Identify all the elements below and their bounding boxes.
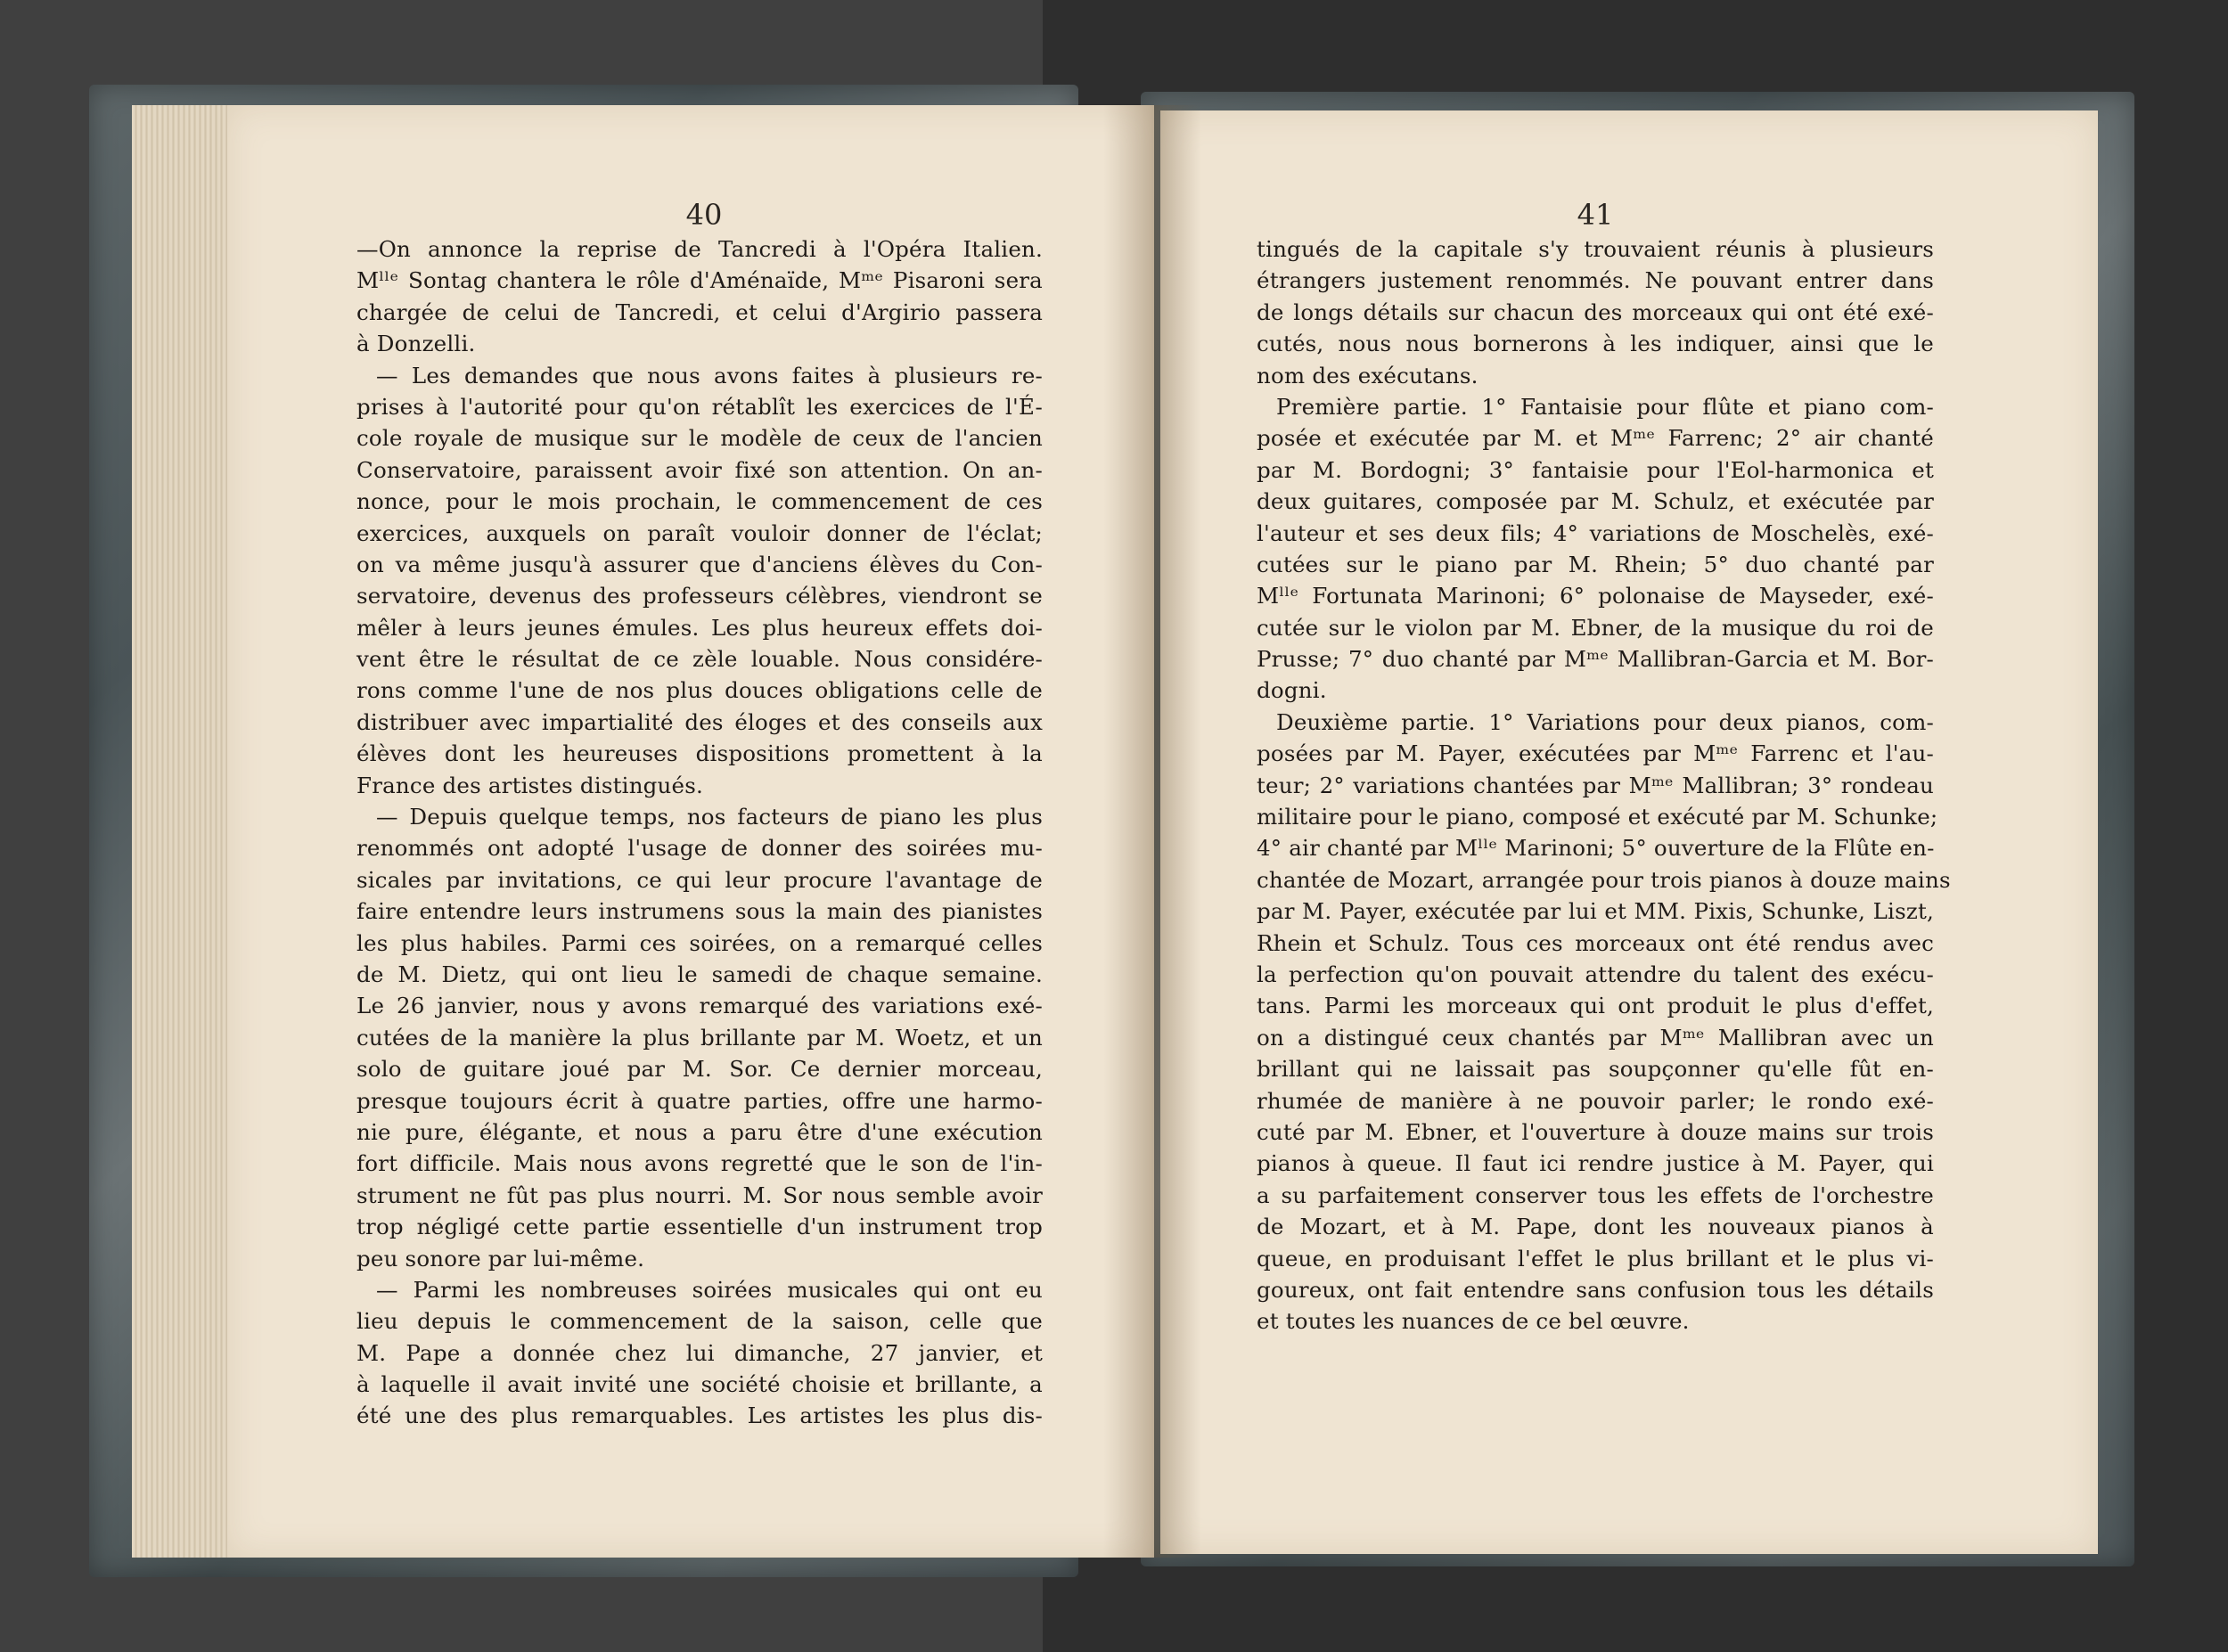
text-line: — Parmi les nombreuses soirées musicales qui ont eu xyxy=(376,1276,1043,1303)
text-line: militaire pour le piano, composé et exécuté par M. Schunke; xyxy=(1257,804,1938,830)
text-line: France des artistes distingués. xyxy=(356,772,704,798)
text-line: et toutes les nuances de ce bel œuvre. xyxy=(1257,1308,1690,1335)
text-line: tans. Parmi les morceaux qui ont produit le plus d'effet, xyxy=(1257,993,1934,1019)
right-page-number: 41 xyxy=(1577,198,1614,232)
text-line: par M. Payer, exécutée par lui et MM. Pixis, Schunke, Liszt, xyxy=(1257,898,1934,925)
text-line: servatoire, devenus des professeurs célèbres, viendront se xyxy=(356,583,1043,609)
text-line: Mˡˡᵉ Sontag chantera le rôle d'Aménaïde, Mᵐᵉ Pisaroni sera xyxy=(356,267,1043,294)
text-line: étrangers justement renommés. Ne pouvant entrer dans xyxy=(1257,267,1934,294)
text-line: cutée sur le violon par M. Ebner, de la musique du roi de xyxy=(1257,614,1934,641)
text-line: sicales par invitations, ce qui leur procure l'avantage de xyxy=(356,866,1043,893)
text-line: solo de guitare joué par M. Sor. Ce dernier morceau, xyxy=(356,1056,1043,1083)
text-line: de M. Dietz, qui ont lieu le samedi de chaque semaine. xyxy=(356,961,1043,987)
gutter-shadow xyxy=(1103,105,1201,1558)
page-edges xyxy=(132,105,239,1558)
text-line: chantée de Mozart, arrangée pour trois pianos à douze mains xyxy=(1257,866,1951,893)
text-line: nie pure, élégante, et nous a paru être d'une exécution xyxy=(356,1118,1043,1145)
text-line: Le 26 janvier, nous y avons remarqué des variations exé- xyxy=(356,993,1043,1019)
right-page-text xyxy=(1257,233,1951,1337)
text-line: chargée de celui de Tancredi, et celui d'Argirio passera xyxy=(356,299,1043,325)
text-line: Rhein et Schulz. Tous ces morceaux ont été rendus avec xyxy=(1257,929,1934,956)
text-line: cutées sur le piano par M. Rhein; 5° duo chanté par xyxy=(1257,551,1934,577)
text-line: on va même jusqu'à assurer que d'anciens élèves du Con- xyxy=(356,551,1043,577)
text-line: pianos à queue. Il faut ici rendre justice à M. Payer, qui xyxy=(1257,1150,1934,1177)
text-line: goureux, ont fait entendre sans confusion tous les détails xyxy=(1257,1276,1934,1303)
text-line: Mˡˡᵉ Fortunata Marinoni; 6° polonaise de Mayseder, exé- xyxy=(1257,583,1934,609)
text-line: Première partie. 1° Fantaisie pour flûte et piano com- xyxy=(1276,393,1934,420)
text-line: cutées de la manière la plus brillante par M. Woetz, et un xyxy=(356,1024,1043,1051)
text-line: posée et exécutée par M. et Mᵐᵉ Farrenc; 2° air chanté xyxy=(1257,425,1934,452)
text-line: on a distingué ceux chantés par Mᵐᵉ Mallibran avec un xyxy=(1257,1024,1934,1051)
text-line: —On annonce la reprise de Tancredi à l'Opéra Italien. xyxy=(356,236,1043,262)
text-line: de longs détails sur chacun des morceaux qui ont été exé- xyxy=(1257,299,1934,325)
text-line: par M. Bordogni; 3° fantaisie pour l'Eol-harmonica et xyxy=(1257,456,1934,483)
text-line: teur; 2° variations chantées par Mᵐᵉ Mallibran; 3° rondeau xyxy=(1257,772,1934,798)
text-line: trop négligé cette partie essentielle d'un instrument trop xyxy=(356,1214,1043,1240)
left-page-text xyxy=(356,233,1043,1432)
text-line: fort difficile. Mais nous avons regretté que le son de l'in- xyxy=(356,1150,1043,1177)
text-line: dogni. xyxy=(1257,677,1327,704)
text-line: Conservatoire, paraissent avoir fixé son attention. On an- xyxy=(356,456,1043,483)
text-line: à Donzelli. xyxy=(356,331,476,357)
text-line: lieu depuis le commencement de la saison, celle que xyxy=(356,1308,1043,1335)
text-line: Prusse; 7° duo chanté par Mᵐᵉ Mallibran-Garcia et M. Bor- xyxy=(1257,646,1934,673)
text-line: presque toujours écrit à quatre parties, offre une harmo- xyxy=(356,1087,1043,1114)
text-line: brillant qui ne laissait pas soupçonner qu'elle fût en- xyxy=(1257,1056,1934,1083)
text-line: cutés, nous nous bornerons à les indiquer, ainsi que le xyxy=(1257,331,1934,357)
text-line: prises à l'autorité pour qu'on rétablît les exercices de l'É- xyxy=(356,393,1043,420)
text-line: tingués de la capitale s'y trouvaient réunis à plusieurs xyxy=(1257,236,1934,262)
text-line: cole royale de musique sur le modèle de ceux de l'ancien xyxy=(356,425,1043,452)
text-line: cuté par M. Ebner, et l'ouverture à douze mains sur trois xyxy=(1257,1118,1934,1145)
text-line: la perfection qu'on pouvait attendre du talent des exécu- xyxy=(1257,961,1934,987)
text-line: à laquelle il avait invité une société choisie et brillante, a xyxy=(356,1371,1043,1398)
text-line: M. Pape a donnée chez lui dimanche, 27 janvier, et xyxy=(356,1339,1043,1366)
text-line: mêler à leurs jeunes émules. Les plus heureux effets doi- xyxy=(356,614,1043,641)
text-line: faire entendre leurs instrumens sous la main des pianistes xyxy=(356,898,1043,925)
text-line: deux guitares, composée par M. Schulz, et exécutée par xyxy=(1257,488,1934,515)
text-line: renommés ont adopté l'usage de donner des soirées mu- xyxy=(356,835,1043,862)
text-line: queue, en produisant l'effet le plus brillant et le plus vi- xyxy=(1257,1245,1934,1272)
text-line: de Mozart, et à M. Pape, dont les nouveaux pianos à xyxy=(1257,1214,1934,1240)
text-line: rhumée de manière à ne pouvoir parler; le rondo exé- xyxy=(1257,1087,1934,1114)
text-line: les plus habiles. Parmi ces soirées, on a remarqué celles xyxy=(356,929,1043,956)
text-line: peu sonore par lui-même. xyxy=(356,1245,645,1272)
text-line: posées par M. Payer, exécutées par Mᵐᵉ Farrenc et l'au- xyxy=(1257,740,1934,767)
text-line: 4° air chanté par Mˡˡᵉ Marinoni; 5° ouverture de la Flûte en- xyxy=(1257,835,1935,862)
text-line: vent être le résultat de ce zèle louable. Nous considére- xyxy=(356,646,1043,673)
left-page-number: 40 xyxy=(685,198,723,232)
text-line: a su parfaitement conserver tous les effets de l'orchestre xyxy=(1257,1182,1934,1208)
text-line: strument ne fût pas plus nourri. M. Sor nous semble avoir xyxy=(356,1182,1043,1208)
text-line: été une des plus remarquables. Les artistes les plus dis- xyxy=(356,1403,1043,1429)
text-line: distribuer avec impartialité des éloges et des conseils aux xyxy=(356,708,1043,735)
text-line: rons comme l'une de nos plus douces obligations celle de xyxy=(356,677,1043,704)
text-line: — Les demandes que nous avons faites à plusieurs re- xyxy=(376,362,1043,388)
text-line: l'auteur et ses deux fils; 4° variations de Moschelès, exé- xyxy=(1257,519,1934,546)
text-line: nonce, pour le mois prochain, le commencement de ces xyxy=(356,488,1043,515)
text-line: nom des exécutans. xyxy=(1257,362,1479,388)
text-line: élèves dont les heureuses dispositions promettent à la xyxy=(356,740,1043,767)
text-line: exercices, auxquels on paraît vouloir donner de l'éclat; xyxy=(356,519,1043,546)
text-line: Deuxième partie. 1° Variations pour deux pianos, com- xyxy=(1276,708,1934,735)
text-line: — Depuis quelque temps, nos facteurs de piano les plus xyxy=(376,804,1043,830)
